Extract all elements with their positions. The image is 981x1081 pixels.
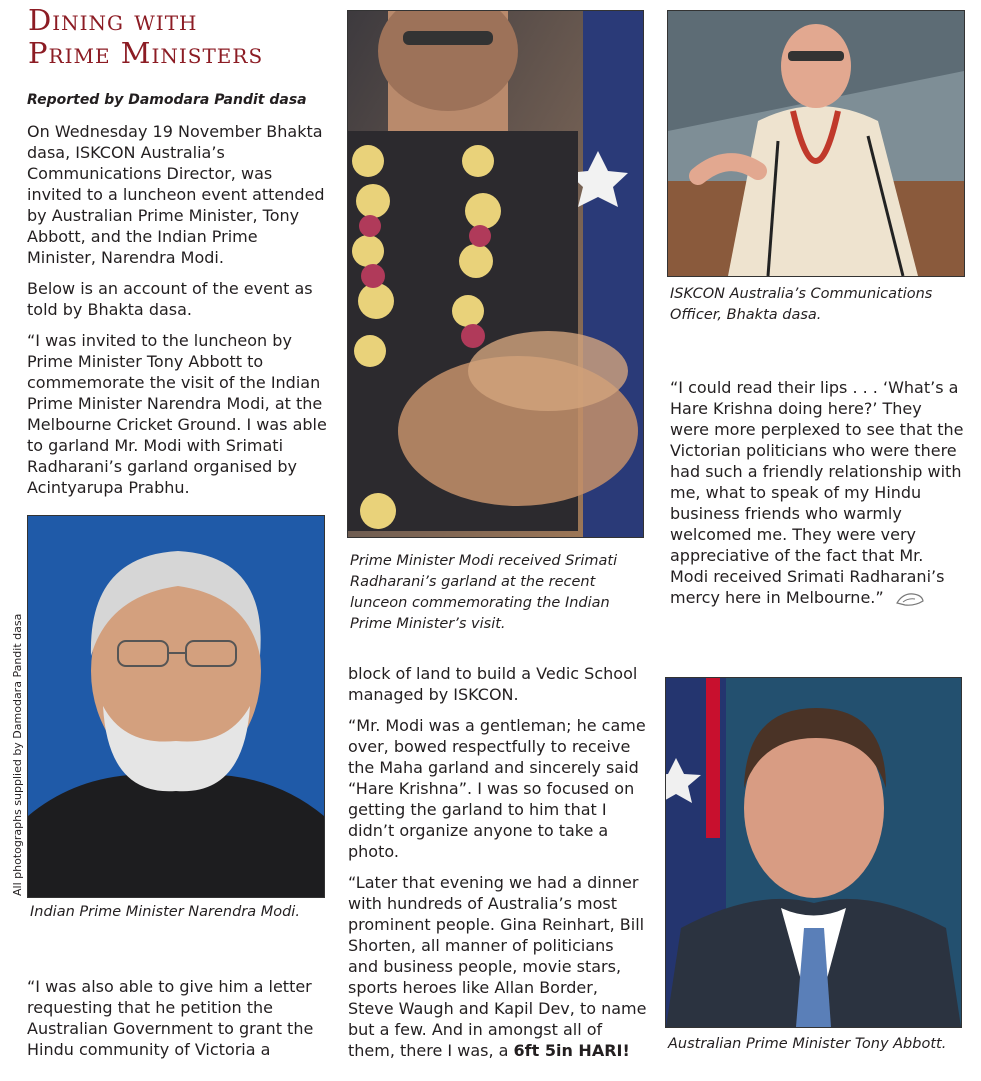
speaker-photo-image: [668, 11, 964, 276]
title-line-1: Dining with: [28, 3, 198, 37]
photo-credit: All photographs supplied by Damodara Pandit dasa: [11, 613, 24, 896]
modi-caption: Indian Prime Minister Narendra Modi.: [30, 904, 300, 920]
speaker-caption: ISKCON Australia’s Communications Officer, Bhakta dasa.: [670, 286, 933, 323]
bottom-left-column: [27, 976, 327, 1060]
title-line-2: Prime Ministers: [28, 36, 264, 70]
luncheon-paragraph: “I was invited to the luncheon by Prime Minister Tony Abbott to commemorate the visit of the Indian Prime Minister Narendra Modi, at the Melbourne Cricket Ground. I was able to garland Mr. Modi with Srimati Radharani’s garland organised by Acintyarupa Prabhu.: [27, 331, 327, 497]
vedic-school-paragraph: block of land to build a Vedic School managed by ISKCON.: [348, 664, 638, 704]
right-quote: [670, 377, 965, 608]
garland-photo-image: [348, 11, 643, 537]
dinner-paragraph: [348, 872, 648, 1061]
letter-paragraph: “I was also able to give him a letter requesting that he petition the Australian Government to grant the Hindu community of Victoria a: [27, 977, 314, 1059]
abbott-photo: [665, 677, 962, 1028]
account-paragraph: Below is an account of the event as told by Bhakta dasa.: [27, 279, 313, 319]
modi-photo-image: [28, 516, 324, 897]
conch-icon: [895, 591, 925, 607]
intro-paragraph: On Wednesday 19 November Bhakta dasa, ISKCON Australia’s Communications Director, was invited to a luncheon event attended by Australian Prime Minister, Tony Abbott, and the Indian Prime Minister, Narendra Modi.: [27, 122, 325, 267]
speaker-photo: [667, 10, 965, 277]
garland-photo: [347, 10, 644, 538]
dinner-text: “Later that evening we had a dinner with hundreds of Australia’s most prominent people. Gina Reinhart, Bill Shorten, all manner of politicians and business people, movie stars, sports heroes like Allan Border, Steve Waugh and Kapil Dev, to name but a few. And in amongst all of them, there I was, a: [348, 873, 647, 1060]
abbott-photo-image: [666, 678, 961, 1027]
byline: Reported by Damodara Pandit dasa: [27, 92, 307, 108]
abbott-caption: Australian Prime Minister Tony Abbott.: [668, 1036, 947, 1052]
middle-column: [348, 663, 648, 1071]
garland-caption: Prime Minister Modi received Srimati Radharani’s garland at the recent lunceon commemorating the Indian Prime Minister’s visit.: [350, 553, 618, 632]
modi-photo: [27, 515, 325, 898]
article-title: [28, 4, 263, 70]
left-column: [27, 121, 327, 508]
right-quote-text: “I could read their lips . . . ‘What’s a Hare Krishna doing here?’ They were more perplexed to see that the Victorian politicians who were there had such a friendly relationship with me, what to speak of my Hindu business friends who warmly welcomed me. They were very appreciative of the fact that Mr. Modi received Srimati Radharani’s mercy here in Melbourne.”: [670, 378, 964, 607]
hari-emphasis: 6ft 5in HARI!: [513, 1041, 630, 1060]
gentleman-paragraph: “Mr. Modi was a gentleman; he came over, bowed respectfully to receive the Maha garland and sincerely said “Hare Krishna”. I was so focused on getting the garland to him that I didn’t organize anyone to take a photo.: [348, 716, 646, 861]
